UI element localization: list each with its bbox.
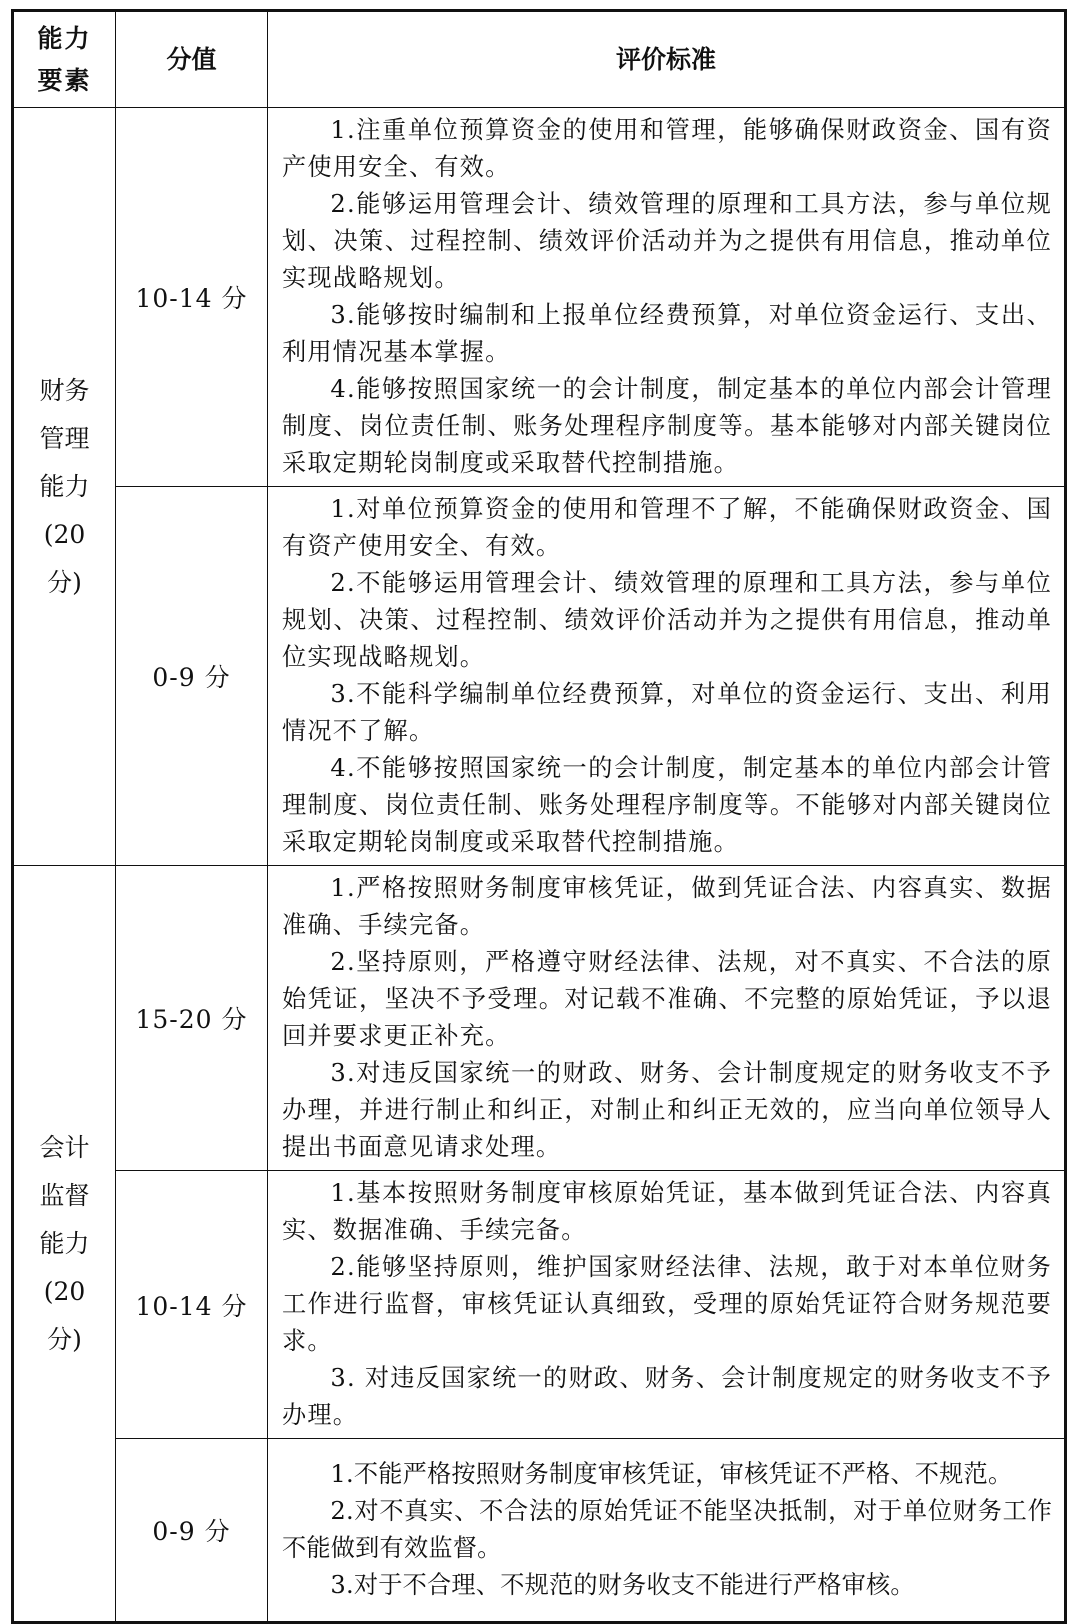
criteria-item: 2.坚持原则，严格遵守财经法律、法规，对不真实、不合法的原始凭证，坚决不予受理。对记载不准确、不完整的原始凭证，予以退回并要求更正补充。 — [282, 948, 1052, 1050]
table-header-row — [13, 11, 1066, 108]
header-ability: 能力 要素 — [13, 11, 116, 108]
criteria-cell — [268, 1439, 1066, 1623]
ability-accounting-supervision: 会计 监督 能力 (20 分) — [13, 866, 116, 1623]
criteria-cell — [268, 108, 1066, 487]
criteria-item: 4.不能够按照国家统一的会计制度，制定基本的单位内部会计管理制度、岗位责任制、账务处理程序制度等。不能够对内部关键岗位采取定期轮岗制度或采取替代控制措施。 — [282, 754, 1052, 856]
table-row — [13, 1171, 1066, 1439]
table-row — [13, 1439, 1066, 1623]
table-row — [13, 866, 1066, 1171]
criteria-cell — [268, 1171, 1066, 1439]
criteria-item: 1.严格按照财务制度审核凭证，做到凭证合法、内容真实、数据准确、手续完备。 — [282, 874, 1052, 939]
criteria-item: 2.能够坚持原则，维护国家财经法律、法规，敢于对本单位财务工作进行监督，审核凭证认真细致，受理的原始凭证符合财务规范要求。 — [282, 1253, 1052, 1355]
score-cell: 15-20 分 — [116, 866, 268, 1171]
evaluation-table — [11, 9, 1067, 1624]
criteria-item: 1.对单位预算资金的使用和管理不了解，不能确保财政资金、国有资产使用安全、有效。 — [282, 495, 1052, 560]
score-cell: 0-9 分 — [116, 487, 268, 866]
header-criteria: 评价标准 — [268, 11, 1066, 108]
criteria-cell — [268, 487, 1066, 866]
score-cell: 10-14 分 — [116, 1171, 268, 1439]
criteria-item: 3.不能科学编制单位经费预算，对单位的资金运行、支出、利用情况不了解。 — [282, 680, 1052, 745]
header-score: 分值 — [116, 11, 268, 108]
table-row — [13, 108, 1066, 487]
criteria-item: 4.能够按照国家统一的会计制度，制定基本的单位内部会计管理制度、岗位责任制、账务处理程序制度等。基本能够对内部关键岗位采取定期轮岗制度或采取替代控制措施。 — [282, 375, 1052, 477]
criteria-item: 3. 对违反国家统一的财政、财务、会计制度规定的财务收支不予办理。 — [282, 1364, 1052, 1429]
criteria-item: 1.不能严格按照财务制度审核凭证，审核凭证不严格、不规范。 — [330, 1460, 1013, 1488]
score-cell: 0-9 分 — [116, 1439, 268, 1623]
ability-financial-management: 财务 管理 能力 (20 分) — [13, 108, 116, 866]
criteria-item: 3.对违反国家统一的财政、财务、会计制度规定的财务收支不予办理，并进行制止和纠正，对制止和纠正无效的，应当向单位领导人提出书面意见请求处理。 — [282, 1059, 1052, 1161]
criteria-item: 1.基本按照财务制度审核原始凭证，基本做到凭证合法、内容真实、数据准确、手续完备。 — [282, 1179, 1052, 1244]
table-row — [13, 487, 1066, 866]
criteria-cell — [268, 866, 1066, 1171]
criteria-item: 3.对于不合理、不规范的财务收支不能进行严格审核。 — [330, 1571, 915, 1599]
criteria-item: 3.能够按时编制和上报单位经费预算，对单位资金运行、支出、利用情况基本掌握。 — [282, 301, 1052, 366]
criteria-item: 2.对不真实、不合法的原始凭证不能坚决抵制，对于单位财务工作不能做到有效监督。 — [282, 1497, 1052, 1562]
score-cell: 10-14 分 — [116, 108, 268, 487]
criteria-item: 2.不能够运用管理会计、绩效管理的原理和工具方法，参与单位规划、决策、过程控制、绩效评价活动并为之提供有用信息，推动单位实现战略规划。 — [282, 569, 1052, 671]
criteria-item: 1.注重单位预算资金的使用和管理，能够确保财政资金、国有资产使用安全、有效。 — [282, 116, 1052, 181]
criteria-item: 2.能够运用管理会计、绩效管理的原理和工具方法，参与单位规划、决策、过程控制、绩效评价活动并为之提供有用信息，推动单位实现战略规划。 — [282, 190, 1052, 292]
